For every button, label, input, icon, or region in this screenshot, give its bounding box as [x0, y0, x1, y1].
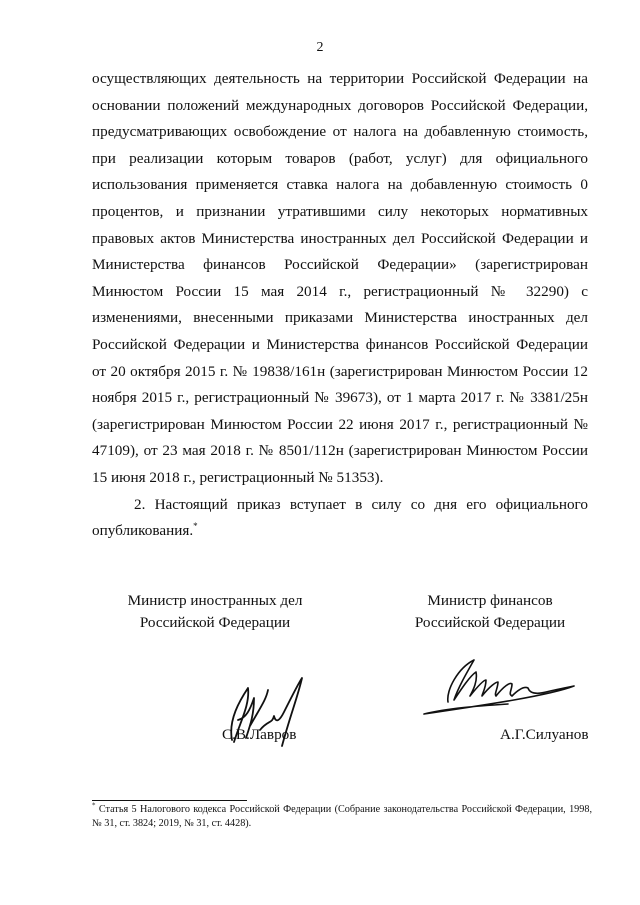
- body-paragraph-2: [92, 492, 588, 545]
- signature-title-left: [110, 590, 320, 634]
- document-body: [92, 66, 588, 545]
- right-title-line-1: Министр финансов: [427, 592, 553, 609]
- footnote-divider: [92, 800, 247, 801]
- paragraph-2-text: 2. Настоящий приказ вступает в силу со дня его официального опубликования.: [92, 495, 588, 540]
- signatory-name-right: А.Г.Силуанов: [500, 726, 589, 743]
- right-title-line-2: Российской Федерации: [414, 614, 566, 631]
- left-title-line-1: Министр иностранных дел: [127, 592, 303, 609]
- handwritten-signature-right: [418, 650, 588, 722]
- signature-title-right: [395, 590, 585, 634]
- left-title-line-2: Российской Федерации: [139, 614, 291, 631]
- signatory-name-left: С.В.Лавров: [222, 726, 297, 743]
- footnote: [92, 803, 592, 831]
- footnote-text: Статья 5 Налогового кодекса Российской Федерации (Собрание законодательства Российской Федерации, 1998, № 31, ст. 3824; 2019, № 31, ст. 4428).: [92, 804, 593, 829]
- footnote-marker: *: [92, 801, 96, 810]
- footnote-reference: *: [193, 521, 198, 532]
- page-number: 2: [316, 40, 324, 55]
- body-paragraph-1: осуществляющих деятельность на территории Российской Федерации на основании положений международных договоров Российской Федерации, предусматривающих освобождение от налога на добавленную стоимость, при реализации которым товаров (работ, услуг) для официального использования применяется ставка налога на добавленную стоимость 0 процентов, и признании утратившими силу некоторых нормативных правовых актов Министерства иностранных дел Российской Федерации и Министерства финансов Российской Федерации» (зарегистрирован Минюстом России 15 мая 2014 г., регистрационный № 32290) с изменениями, внесенными приказами Министерства иностранных дел Российской Федерации и Министерства финансов Российской Федерации от 20 октября 2015 г. № 19838/161н (зарегистрирован Минюстом России 12 ноября 2015 г., регистрационный № 39673), от 1 марта 2017 г. № 3381/25н (зарегистрирован Минюстом России 22 июня 2017 г., регистрационный № 47109), от 23 мая 2018 г. № 8501/112н (зарегистрирован Минюстом России 15 июня 2018 г., регистрационный № 51353).: [92, 70, 588, 486]
